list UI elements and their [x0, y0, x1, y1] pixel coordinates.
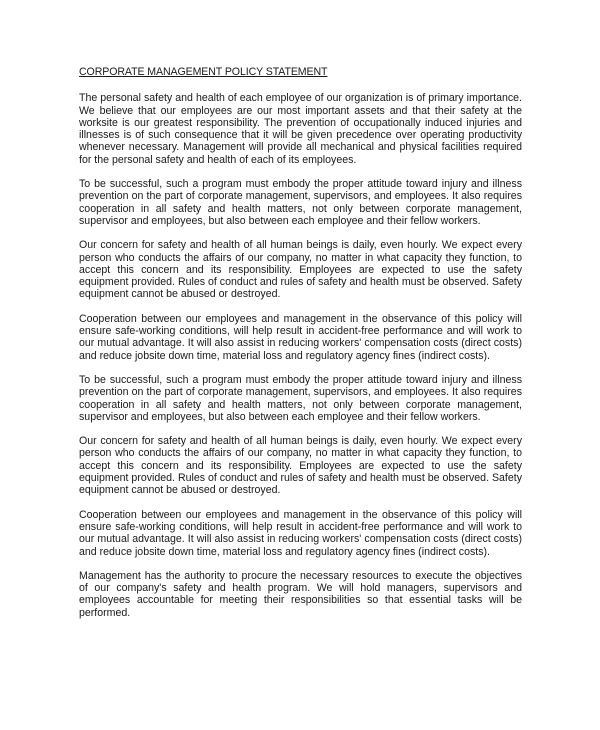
paragraph-cooperation-repeat: Cooperation between our employees and management in the observance of this policy will ensure safe-working conditions, will help result in accident-free performance and will work to our mutual advantage. It will also assist in reducing workers' compensation costs (direct costs) and reduce jobsite down time, material loss and regulatory agency fines (indirect costs). [79, 508, 522, 558]
document-body [79, 66, 522, 631]
paragraph-program-success-repeat: To be successful, such a program must embody the proper attitude toward injury and illness prevention on the part of corporate management, supervisors, and employees. It also requires cooperation in all safety and health matters, not only between corporate management, supervisor and employees, but also between each employee and their fellow workers. [79, 373, 522, 423]
paragraph-daily-concern-repeat: Our concern for safety and health of all human beings is daily, even hourly. We expect every person who conducts the affairs of our company, no matter in what capacity they function, to accept this concern and its responsibility. Employees are expected to use the safety equipment provided. Rules of conduct and rules of safety and health must be observed. Safety equipment cannot be abused or destroyed. [79, 435, 522, 497]
paragraph-daily-concern: Our concern for safety and health of all human beings is daily, even hourly. We expect every person who conducts the affairs of our company, no matter in what capacity they function, to accept this concern and its responsibility. Employees are expected to use the safety equipment provided. Rules of conduct and rules of safety and health must be observed. Safety equipment cannot be abused or destroyed. [79, 239, 522, 301]
paragraph-personal-safety: The personal safety and health of each employee of our organization is of primary importance. We believe that our employees are our most important assets and that their safety at the worksite is our greatest responsibility. The prevention of occupationally induced injuries and illnesses is of such consequence that it will be given precedence over operating productivity whenever necessary. Management will provide all mechanical and physical facilities required for the personal safety and health of each of its employees. [79, 92, 522, 166]
paragraph-management-authority: Management has the authority to procure the necessary resources to execute the objectives of our company's safety and health program. We will hold managers, supervisors and employees accountable for meeting their responsibilities so that essential tasks will be performed. [79, 569, 522, 619]
document-title: CORPORATE MANAGEMENT POLICY STATEMENT [79, 66, 328, 78]
paragraph-cooperation: Cooperation between our employees and management in the observance of this policy will ensure safe-working conditions, will help result in accident-free performance and will work to our mutual advantage. It will also assist in reducing workers' compensation costs (direct costs) and reduce jobsite down time, material loss and regulatory agency fines (indirect costs). [79, 312, 522, 362]
paragraph-program-success: To be successful, such a program must embody the proper attitude toward injury and illness prevention on the part of corporate management, supervisors, and employees. It also requires cooperation in all safety and health matters, not only between corporate management, supervisor and employees, but also between each employee and their fellow workers. [79, 178, 522, 227]
